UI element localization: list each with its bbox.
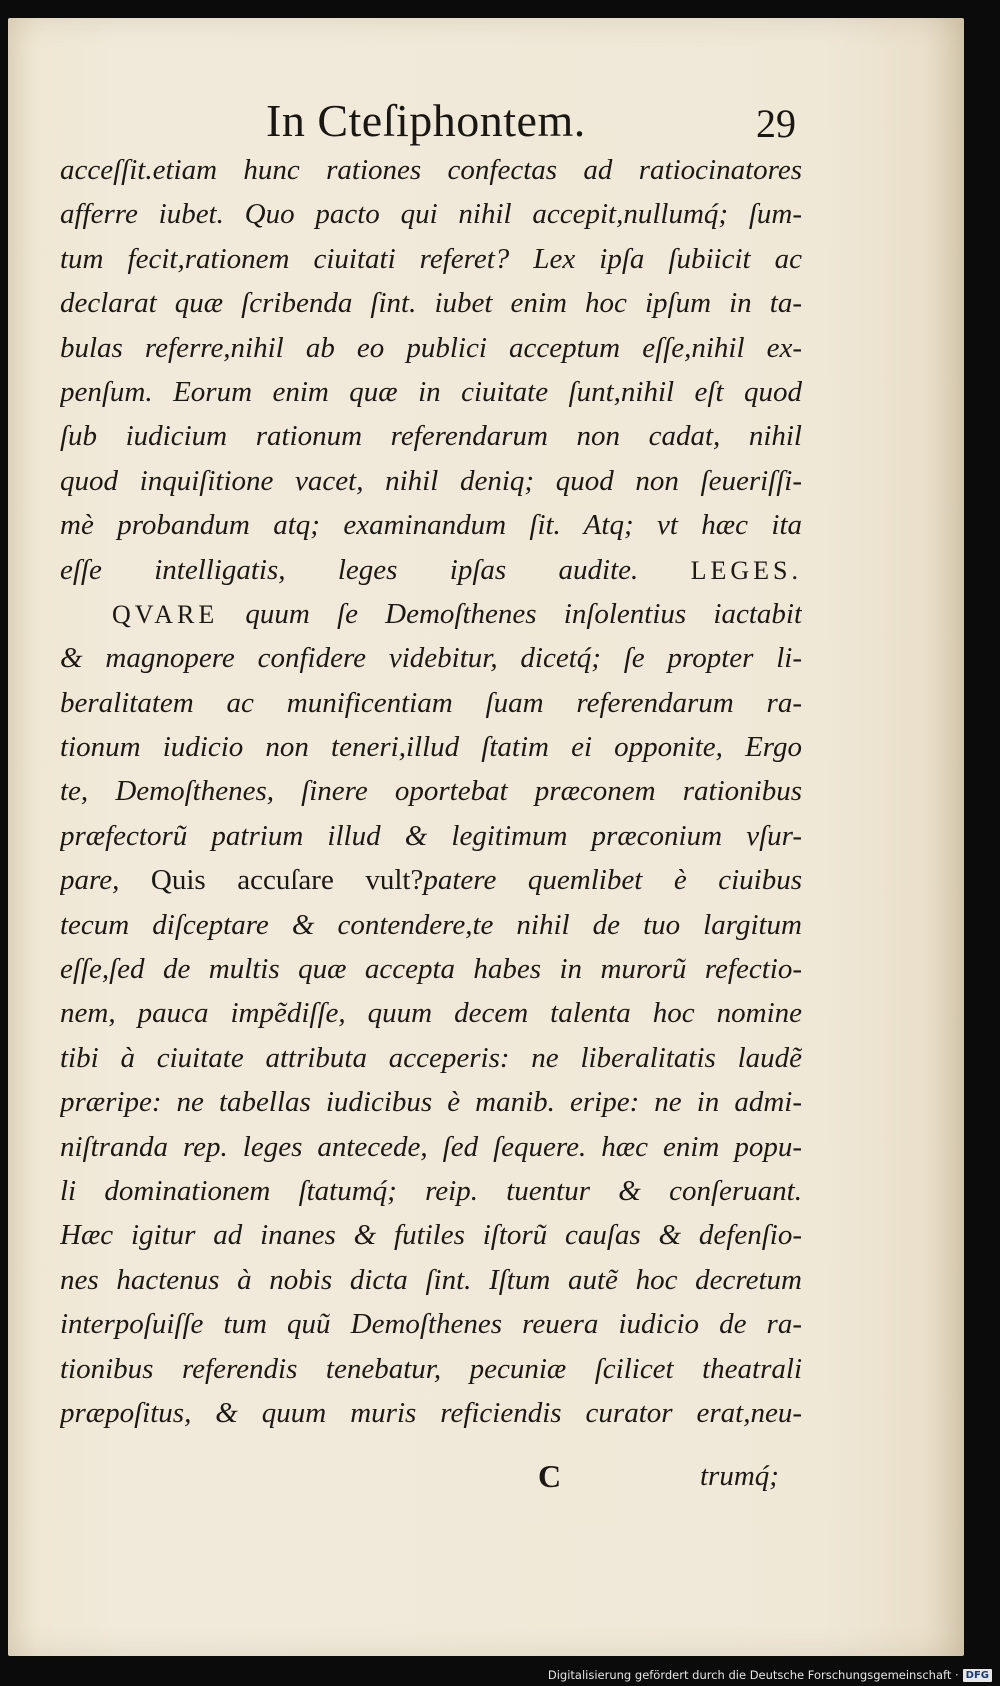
text-line: nes hactenus à nobis dicta ſint. Iſtum autẽ hoc decretum bbox=[60, 1263, 802, 1296]
text-line: eſſe,ſed de multis quæ accepta habes in murorũ refectio- bbox=[60, 953, 802, 986]
text-line: niſtranda rep. leges antecede, ſed ſequere. hæc enim popu- bbox=[60, 1130, 802, 1163]
text-line-with-heading bbox=[60, 548, 802, 592]
running-head: In Cteſiphontem. bbox=[266, 95, 586, 146]
catchword: trumq́; bbox=[700, 1460, 779, 1492]
page-footer bbox=[60, 1458, 802, 1508]
text-segment: eſſe intelligatis, leges ipſas audite. bbox=[60, 553, 639, 586]
dfg-logo-icon: DFG bbox=[963, 1669, 992, 1682]
text-line: tionum iudicio non teneri,illud ſtatim ei opponite, Ergo bbox=[60, 731, 802, 764]
text-line: Hæc igitur ad inanes & futiles iſtorũ cauſas & defenſio- bbox=[60, 1219, 802, 1252]
text-line: præpoſitus, & quum muris reficiendis curator erat,neu- bbox=[60, 1396, 802, 1429]
text-line: & magnopere confidere videbitur, dicetq́; ſe propter li- bbox=[60, 642, 802, 675]
text-line: tum fecit,rationem ciuitati referet? Lex ipſa ſubiicit ac bbox=[60, 242, 802, 275]
page-header bbox=[8, 78, 964, 148]
text-line: acceſſit.etiam hunc rationes confectas ad ratiocinatores bbox=[60, 154, 802, 186]
digitization-credit bbox=[548, 1668, 992, 1682]
text-line: afferre iubet. Quo pacto qui nihil accepit,nullumq́; ſum- bbox=[60, 198, 802, 231]
credit-text: Digitalisierung gefördert durch die Deutsche Forschungsgemeinschaft · bbox=[547, 1668, 959, 1682]
text-segment: quum ſe Demoſthenes inſolentius iactabit bbox=[245, 597, 802, 630]
text-segment: pare, bbox=[60, 864, 120, 897]
text-line: declarat quæ ſcribenda ſint. iubet enim hoc ipſum in ta- bbox=[60, 287, 802, 320]
text-line: nem, pauca impẽdiſſe, quum decem talenta hoc nomine bbox=[60, 997, 802, 1030]
text-line: mè probandum atq; examinandum ſit. Atq; vt hæc ita bbox=[60, 509, 802, 542]
paragraph-capital: QVARE bbox=[112, 599, 219, 629]
body-text bbox=[60, 148, 802, 1435]
signature-mark: C bbox=[538, 1458, 562, 1494]
text-line: te, Demoſthenes, ſinere oportebat præconem rationibus bbox=[60, 775, 802, 808]
text-line: ſub iudicium rationum referendarum non cadat, nihil bbox=[60, 420, 802, 453]
page-number: 29 bbox=[756, 101, 796, 146]
text-line: interpoſuiſſe tum quũ Demoſthenes reuera iudicio de ra- bbox=[60, 1308, 802, 1341]
text-line-with-quotation bbox=[60, 858, 802, 902]
text-segment: patere quemlibet è ciuibus bbox=[423, 864, 802, 897]
text-line: præfectorũ patrium illud & legitimum præconium vſur- bbox=[60, 819, 802, 852]
text-line: li dominationem ſtatumq́; reip. tuentur & conſeruant. bbox=[60, 1174, 802, 1207]
text-line: penſum. Eorum enim quæ in ciuitate ſunt,nihil eſt quod bbox=[60, 375, 802, 408]
paragraph-opening bbox=[60, 592, 802, 636]
text-line: beralitatem ac munificentiam ſuam referendarum ra- bbox=[60, 686, 802, 719]
text-line: tibi à ciuitate attributa acceperis: ne liberalitatis laudẽ bbox=[60, 1041, 802, 1074]
text-line: bulas referre,nihil ab eo publici acceptum eſſe,nihil ex- bbox=[60, 331, 802, 364]
book-page bbox=[8, 18, 964, 1656]
text-line: tecum diſceptare & contendere,te nihil de tuo largitum bbox=[60, 908, 802, 941]
text-line: præripe: ne tabellas iudicibus è manib. eripe: ne in admi- bbox=[60, 1086, 802, 1119]
text-line: tionibus referendis tenebatur, pecuniæ ſcilicet theatrali bbox=[60, 1352, 802, 1385]
roman-quotation: Quis accuſare vult? bbox=[150, 864, 424, 897]
leges-label: LEGES. bbox=[690, 555, 802, 585]
text-line: quod inquiſitione vacet, nihil deniq; quod non ſeueriſſi- bbox=[60, 464, 802, 497]
